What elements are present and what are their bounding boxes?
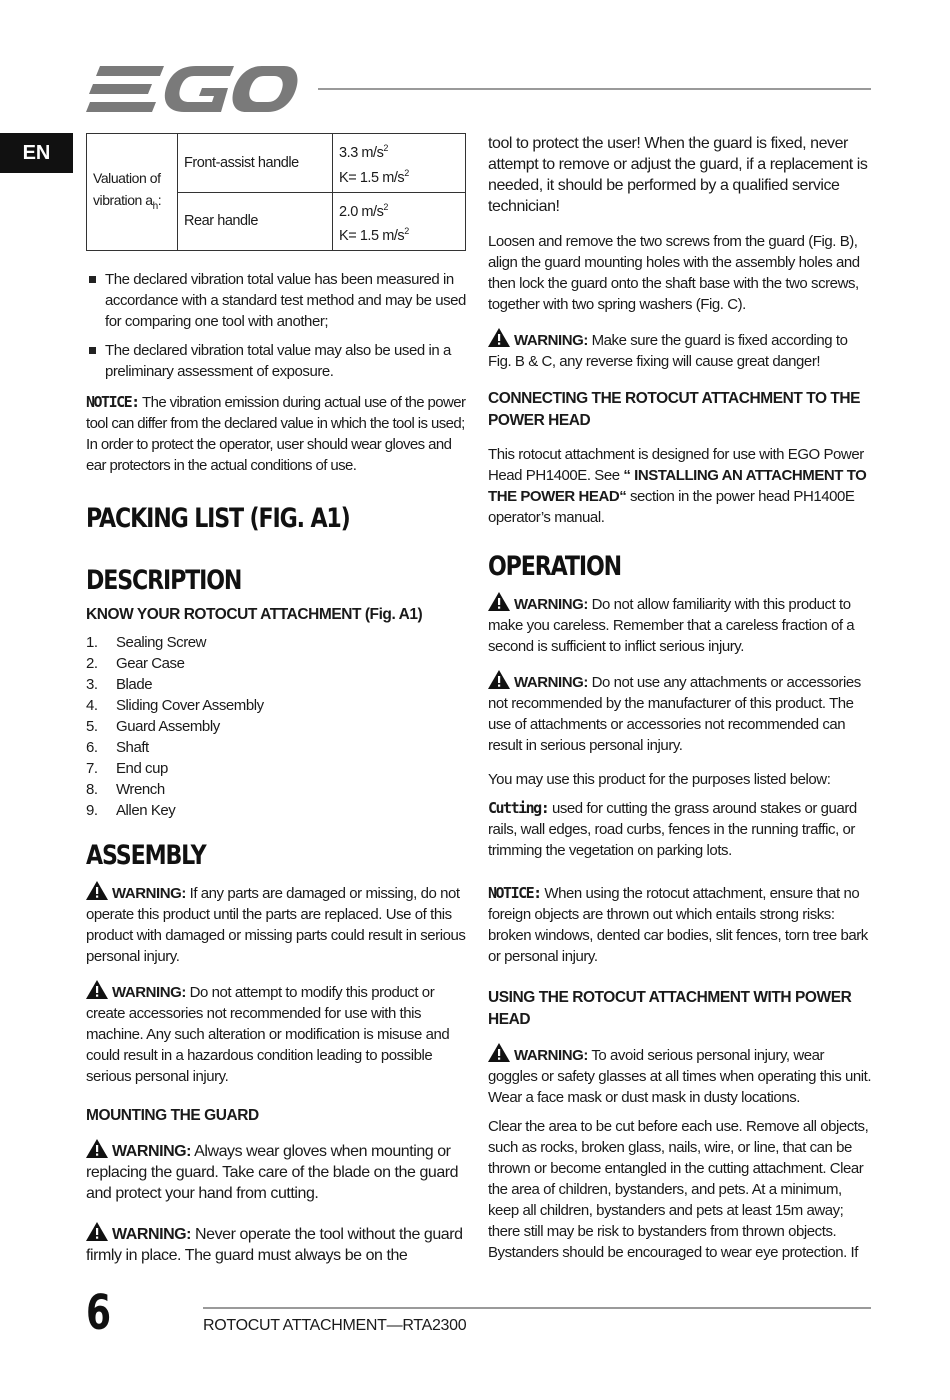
- table-row: [87, 134, 466, 193]
- list-item: 6. Shaft: [86, 739, 149, 757]
- warning-paragraph: WARNING: To avoid serious personal injury, wear goggles or safety glasses at all times when operating this unit. Wear a face mask or dust mask in dusty locations.: [488, 1043, 873, 1108]
- right-column: [488, 133, 873, 1276]
- purposes-intro: You may use this product for the purposes listed below:: [488, 771, 831, 788]
- warning-triangle-icon: [86, 1222, 108, 1241]
- connecting-heading: CONNECTING THE ROTOCUT ATTACHMENT TO THE POWER HEAD: [488, 390, 861, 429]
- list-item: 9. Allen Key: [86, 802, 176, 820]
- list-item: The declared vibration total value has been measured in accordance with a standard test method and may be used for comparing one tool with another;: [86, 269, 466, 332]
- vibration-value-cell: 2.0 $m/s^2$ K= 1.5 $m/s^2$: [333, 192, 466, 251]
- list-item: 4. Sliding Cover Assembly: [86, 697, 264, 715]
- parts-list: [86, 632, 466, 821]
- guard-instructions-text: Loosen and remove the two screws from the guard (Fig. B), align the guard mounting holes with the assembly holes and then lock the guard onto the shaft base with the two screws, together with two spring washers (Fig. C).: [488, 233, 860, 313]
- handle-position-cell: Front-assist handle: [178, 134, 333, 193]
- list-item: 7. End cup: [86, 760, 168, 778]
- operation-heading: OPERATION: [488, 551, 622, 582]
- using-attachment-heading: USING THE ROTOCUT ATTACHMENT WITH POWER HEAD: [488, 989, 852, 1028]
- warning-paragraph: WARNING: Always wear gloves when mounting or replacing the guard. Take care of the blade on the guard and protect your hand from cutting.: [86, 1139, 466, 1204]
- operation-notice: NOTICE: When using the rotocut attachment, ensure that no foreign objects are thrown out which entails strong risks: broken windows, dented car bodies, slit fences, torn tree bark or personal injury.: [488, 884, 868, 965]
- warning-paragraph: WARNING: Do not attempt to modify this product or create accessories not recommended for use with this machine. Any such alteration or modification is misuse and could result in a hazardous condition leading to possible serious personal injury.: [86, 980, 466, 1087]
- guard-continuation-text: tool to protect the user! When the guard is fixed, never attempt to remove or adjust the guard, if a replacement is needed, it should be performed by a qualified service technician!: [488, 135, 868, 215]
- bullet-square-icon: [89, 347, 96, 354]
- vibration-notice: NOTICE: The vibration emission during actual use of the power tool can differ from the declared value in which the tool is used; In order to protect the operator, user should wear gloves and ear protectors in the actual conditions of use.: [86, 393, 466, 475]
- warning-triangle-icon: [488, 328, 510, 347]
- warning-paragraph: WARNING: Make sure the guard is fixed according to Fig. B & C, any reverse fixing will cause great danger!: [488, 328, 873, 372]
- warning-paragraph: WARNING: If any parts are damaged or missing, do not operate this product until the parts are replaced. Use of this product with damaged or missing parts could result in serious personal injury.: [86, 881, 466, 967]
- warning-paragraph: WARNING: Do not use any attachments or accessories not recommended by the manufacturer of this product. The use of attachments or accessories not recommended can result in serious personal injury.: [488, 670, 873, 756]
- clear-area-text: Clear the area to be cut before each use. Remove all objects, such as rocks, broken glass, nails, wire, or line, that can be thrown or become entangled in the cutting attachment. Clear the area of children, bystanders, and pets. At a minimum, keep all children, bystanders and pets at least 15m away; there still may be risk to bystanders from thrown objects. Bystanders should be encouraged to wear eye protection. If: [488, 1118, 869, 1261]
- mounting-guard-subheading: MOUNTING THE GUARD: [86, 1107, 259, 1125]
- know-your-attachment-subheading: KNOW YOUR ROTOCUT ATTACHMENT (Fig. A1): [86, 606, 423, 624]
- warning-paragraph: WARNING: Never operate the tool without the guard firmly in place. The guard must always be on the: [86, 1222, 466, 1266]
- description-heading: DESCRIPTION: [86, 565, 242, 597]
- handle-position-cell: Rear handle: [178, 192, 333, 251]
- list-item: 5. Guard Assembly: [86, 718, 220, 736]
- vibration-bullet-list: [86, 269, 466, 382]
- vibration-table: [86, 133, 466, 251]
- warning-triangle-icon: [86, 881, 108, 900]
- page-number: 6: [86, 1285, 112, 1341]
- vibration-label-cell: Valuation of vibration $a_h$:: [87, 134, 178, 251]
- assembly-heading: ASSEMBLY: [86, 840, 206, 872]
- list-item: 8. Wrench: [86, 781, 165, 799]
- list-item: The declared vibration total value may also be used in a preliminary assessment of exposure.: [86, 340, 466, 382]
- list-item: 1. Sealing Screw: [86, 634, 207, 652]
- packing-list-heading: PACKING LIST (FIG. A1): [86, 503, 350, 535]
- cutting-purpose: Cutting: used for cutting the grass around stakes or guard rails, wall edges, road curbs, fences in the running traffic, or trimming the vegetation on parking lots.: [488, 799, 857, 859]
- language-tab: EN: [0, 133, 73, 173]
- warning-triangle-icon: [488, 1043, 510, 1062]
- bullet-square-icon: [89, 276, 96, 283]
- left-column: [86, 133, 466, 1279]
- warning-paragraph: WARNING: Do not allow familiarity with this product to make you careless. Remember that a careless fraction of a second is sufficient to inflict serious injury.: [488, 592, 873, 657]
- connecting-text: This rotocut attachment is designed for use with EGO Power Head PH1400E. See “ INSTALLING AN ATTACHMENT TO THE POWER HEAD“ section in the power head PH1400E operator’s manual.: [488, 446, 867, 526]
- warning-triangle-icon: [488, 670, 510, 689]
- footer-rule: [203, 1307, 871, 1309]
- header-rule: [318, 88, 871, 90]
- warning-triangle-icon: [86, 980, 108, 999]
- ego-logo: [86, 64, 298, 114]
- warning-triangle-icon: [488, 592, 510, 611]
- vibration-value-cell: 3.3 $m/s^2$ K= 1.5 $m/s^2$: [333, 134, 466, 193]
- list-item: 2. Gear Case: [86, 655, 185, 673]
- list-item: 3. Blade: [86, 676, 153, 694]
- warning-triangle-icon: [86, 1139, 108, 1158]
- footer-title: ROTOCUT ATTACHMENT—RTA2300: [203, 1317, 467, 1334]
